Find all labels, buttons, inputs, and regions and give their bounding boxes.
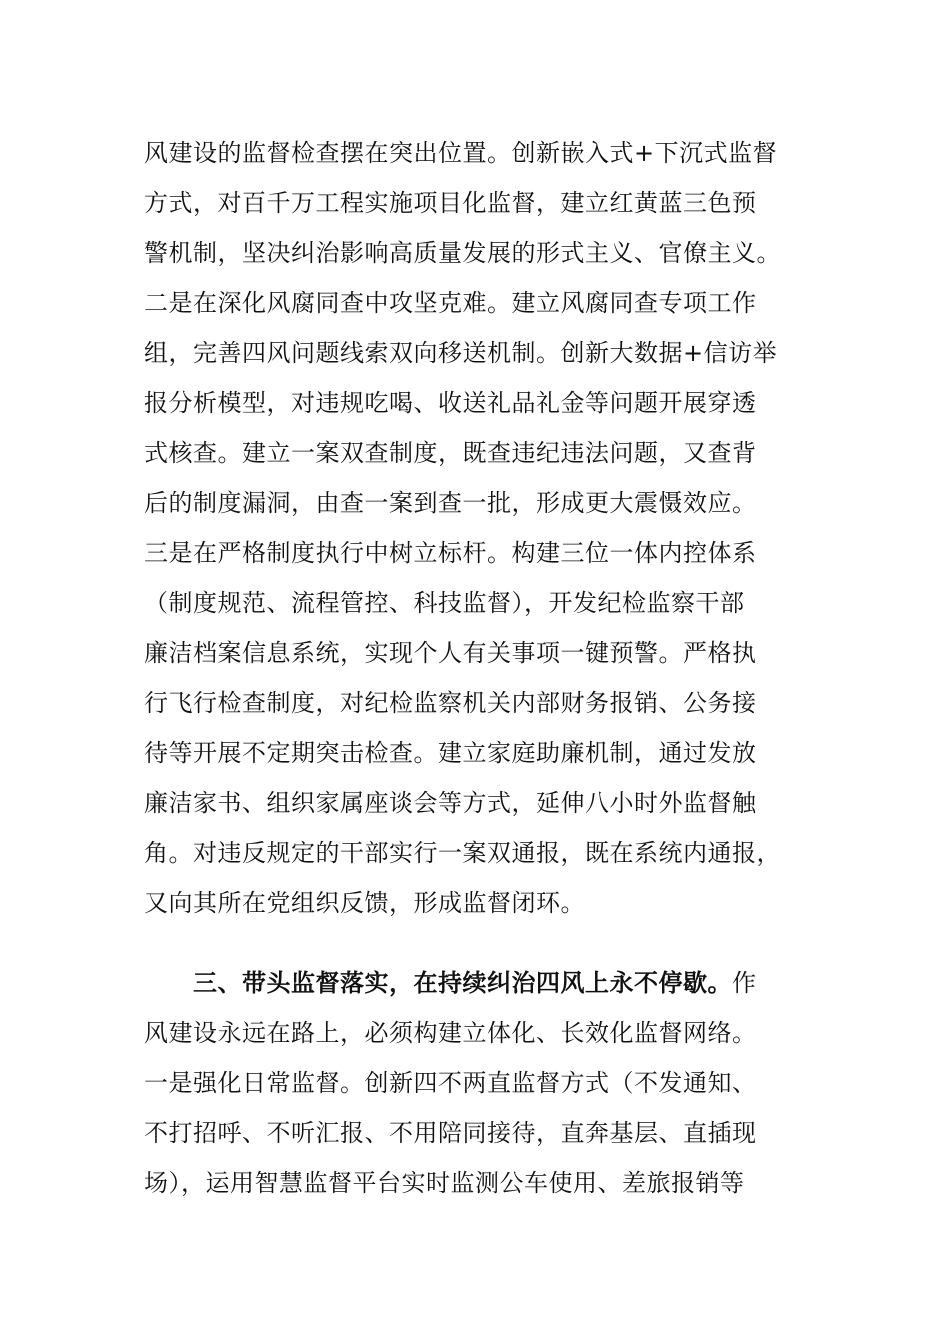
text-line: 待等开展不定期突击检查。建立家庭助廉机制，通过发放	[144, 739, 757, 767]
text-line: 风建设永远在路上，必须构建立体化、长效化监督网络。	[144, 1019, 757, 1047]
text-line: 场），运用智慧监督平台实时监测公车使用、差旅报销等	[144, 1169, 745, 1197]
text-line: 行飞行检查制度，对纪检监察机关内部财务报销、公务接	[144, 689, 757, 717]
text-line: 又向其所在党组织反馈，形成监督闭环。	[144, 889, 585, 917]
text-line: 二是在深化风腐同查中攻坚克难。建立风腐同查专项工作	[144, 289, 757, 317]
section-first-line	[144, 958, 814, 1008]
text-line: 角。对违反规定的干部实行一案双通报，既在系统内通报，	[144, 839, 781, 867]
text-line: 三是在严格制度执行中树立标杆。构建三位一体内控体系	[144, 539, 757, 567]
text-line: 一是强化日常监督。创新四不两直监督方式（不发通知、	[144, 1069, 757, 1097]
text-line: 式核查。建立一案双查制度，既查违纪违法问题，又查背	[144, 439, 757, 467]
text-line: 警机制，坚决纠治影响高质量发展的形式主义、官僚主义。	[144, 239, 781, 267]
text-line: 后的制度漏洞，由查一案到查一批，形成更大震慑效应。	[144, 489, 757, 517]
text-line: 风建设的监督检查摆在突出位置。创新嵌入式+下沉式监督	[144, 139, 778, 167]
text-line: （制度规范、流程管控、科技监督），开发纪检监察干部	[144, 589, 745, 617]
text-line: 报分析模型，对违规吃喝、收送礼品礼金等问题开展穿透	[144, 389, 757, 417]
section-heading: 三、带头监督落实，在持续纠治四风上永不停歇。	[193, 969, 732, 997]
paragraph-continued	[144, 128, 814, 928]
section-paragraph	[144, 958, 814, 1208]
section-first-line-rest: 作	[732, 969, 757, 997]
text-line: 不打招呼、不听汇报、不用陪同接待，直奔基层、直插现	[144, 1119, 757, 1147]
text-line: 组，完善四风问题线索双向移送机制。创新大数据+信访举	[144, 339, 778, 367]
text-line: 廉洁档案信息系统，实现个人有关事项一键预警。严格执	[144, 639, 757, 667]
text-line: 方式，对百千万工程实施项目化监督，建立红黄蓝三色预	[144, 189, 757, 217]
text-line: 廉洁家书、组织家属座谈会等方式，延伸八小时外监督触	[144, 789, 757, 817]
